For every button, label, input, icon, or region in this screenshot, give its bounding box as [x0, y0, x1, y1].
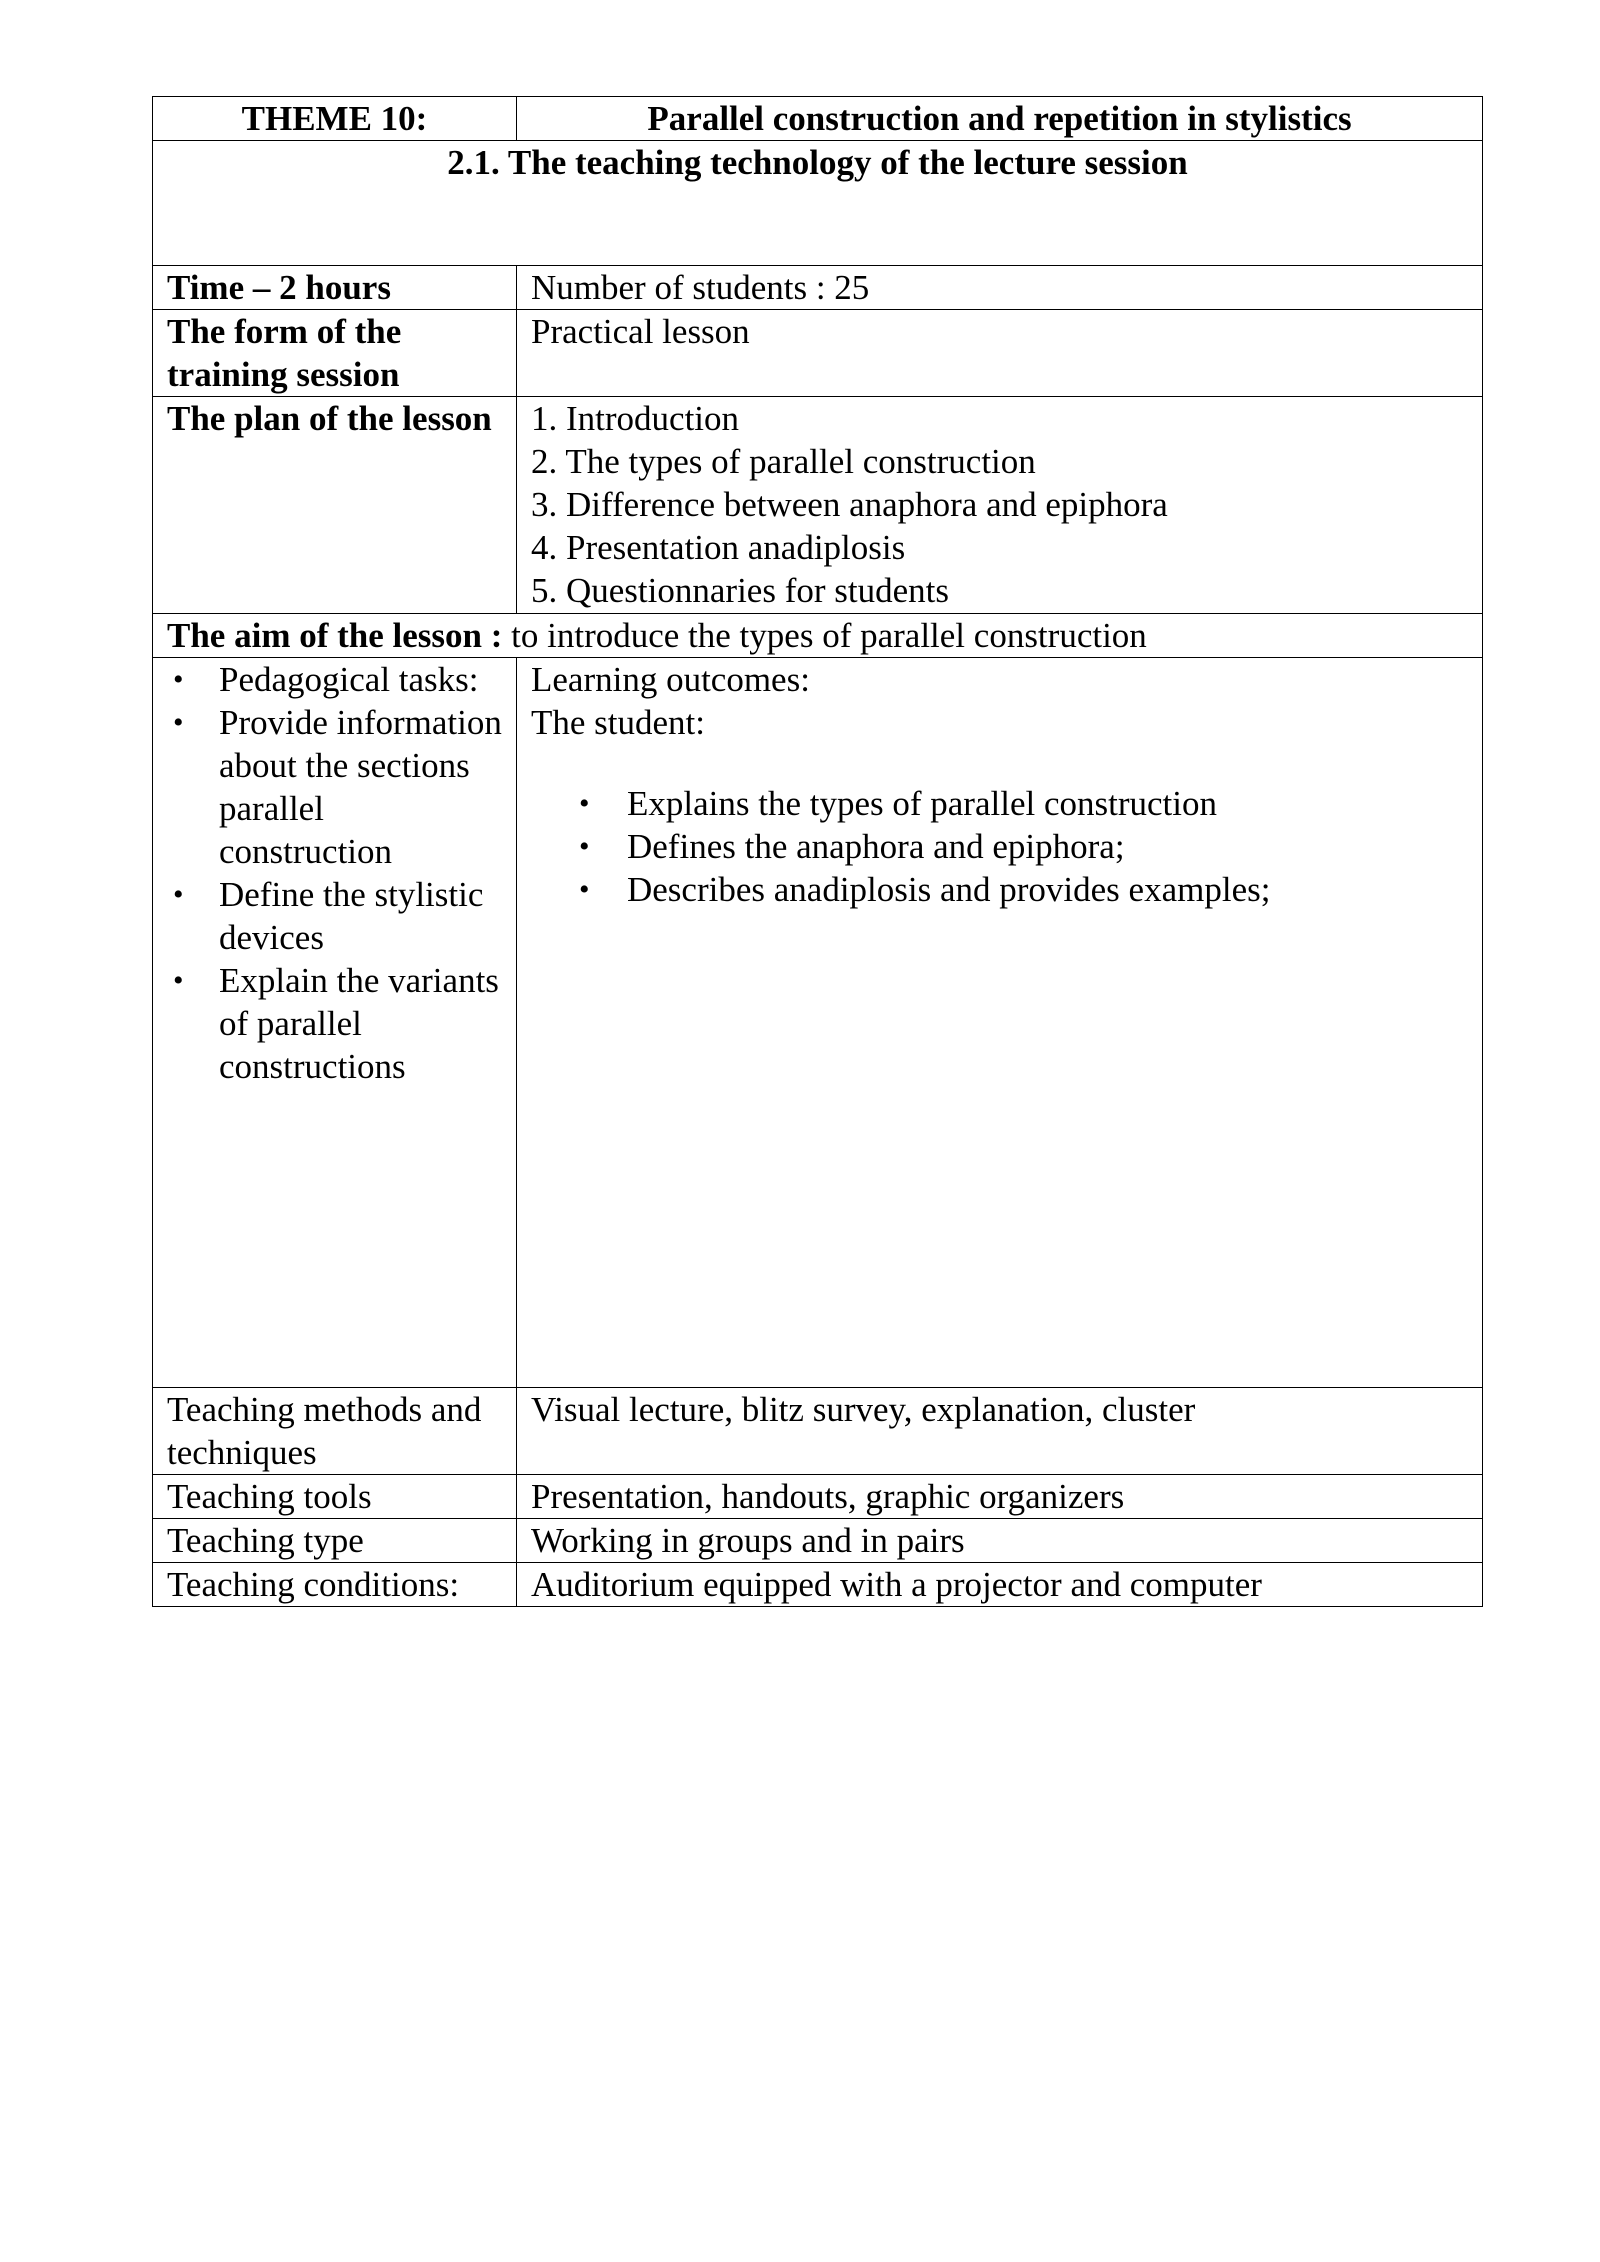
- task-item: • Explain the variants of parallel constructions: [219, 959, 502, 1088]
- methods-label: Teaching methods and techniques: [153, 1388, 517, 1475]
- task-item: • Define the stylistic devices: [219, 873, 502, 959]
- aim-value: to introduce the types of parallel construction: [511, 616, 1147, 655]
- form-row: [153, 310, 1483, 397]
- theme-label: THEME 10:: [153, 97, 517, 141]
- outcome-item: • Describes anadiplosis and provides examples;: [627, 868, 1468, 911]
- plan-item: 2. The types of parallel construction: [531, 442, 1036, 481]
- tools-row: [153, 1475, 1483, 1519]
- theme-title: Parallel construction and repetition in stylistics: [517, 97, 1483, 141]
- type-label: Teaching type: [153, 1519, 517, 1563]
- tools-value: Presentation, handouts, graphic organizers: [517, 1475, 1483, 1519]
- theme-row: [153, 97, 1483, 141]
- type-value: Working in groups and in pairs: [517, 1519, 1483, 1563]
- pedagogical-tasks-cell: [153, 658, 517, 1388]
- type-row: [153, 1519, 1483, 1563]
- time-row: [153, 266, 1483, 310]
- plan-row: [153, 397, 1483, 614]
- outcomes-subheading: The student:: [531, 703, 705, 742]
- conditions-row: [153, 1563, 1483, 1607]
- outcome-item: • Explains the types of parallel construction: [627, 782, 1468, 825]
- outcome-item: • Defines the anaphora and epiphora;: [627, 825, 1468, 868]
- tools-label: Teaching tools: [153, 1475, 517, 1519]
- form-value: Practical lesson: [517, 310, 1483, 397]
- plan-item: 5. Questionnaries for students: [531, 571, 949, 610]
- plan-item: 4. Presentation anadiplosis: [531, 528, 906, 567]
- aim-label: The aim of the lesson :: [167, 616, 503, 655]
- lesson-table: [152, 96, 1483, 1607]
- outcomes-heading: Learning outcomes:: [531, 660, 810, 699]
- plan-label: The plan of the lesson: [153, 397, 517, 614]
- tasks-list: [167, 658, 502, 1088]
- aim-cell: [153, 614, 1483, 658]
- task-item: • Provide information about the sections parallel construction: [219, 701, 502, 873]
- task-item: • Pedagogical tasks:: [219, 658, 502, 701]
- learning-outcomes-cell: [517, 658, 1483, 1388]
- time-label: Time – 2 hours: [153, 266, 517, 310]
- tasks-row: [153, 658, 1483, 1388]
- subtitle-row: [153, 141, 1483, 266]
- conditions-label: Teaching conditions:: [153, 1563, 517, 1607]
- conditions-value: Auditorium equipped with a projector and computer: [517, 1563, 1483, 1607]
- plan-item: 3. Difference between anaphora and epiphora: [531, 485, 1168, 524]
- section-subtitle: 2.1. The teaching technology of the lecture session: [153, 141, 1483, 266]
- aim-row: [153, 614, 1483, 658]
- plan-list: [517, 397, 1483, 614]
- methods-row: [153, 1388, 1483, 1475]
- students-count: Number of students : 25: [517, 266, 1483, 310]
- outcomes-list: [531, 782, 1468, 911]
- form-label: The form of the training session: [153, 310, 517, 397]
- methods-value: Visual lecture, blitz survey, explanation, cluster: [517, 1388, 1483, 1475]
- plan-item: 1. Introduction: [531, 399, 740, 438]
